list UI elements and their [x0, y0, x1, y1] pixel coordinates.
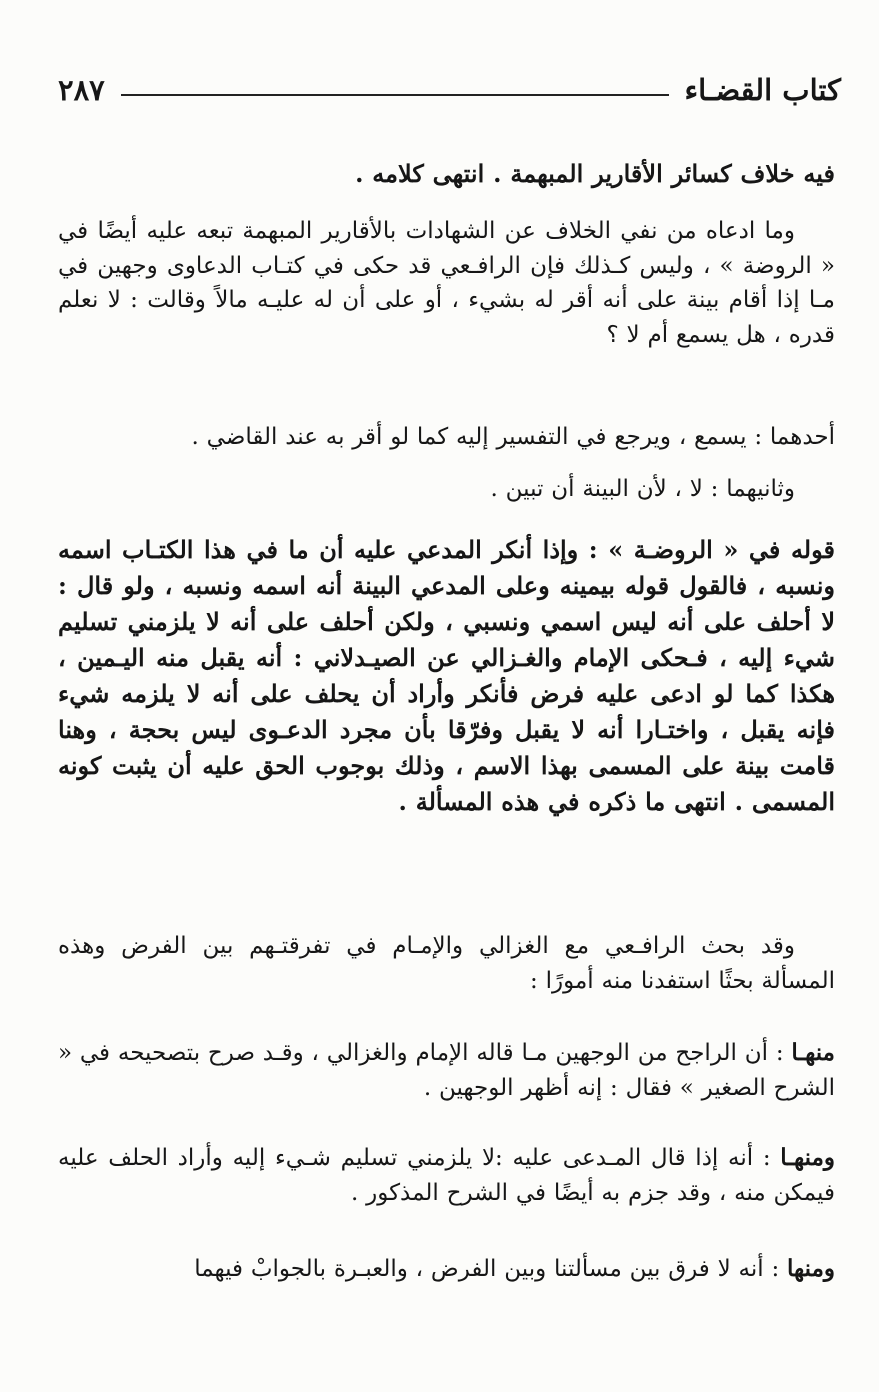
- paragraph-8-text: : أنه لا فرق بين مسألتنا وبين الفرض ، والعبـرة بالجوابْ فيهما: [194, 1256, 788, 1282]
- paragraph-5-text: وقد بحث الرافـعي مع الغزالي والإمـام في تفرقتـهم بين الفرض وهذه المسألة بحثًا استفدنا منه أمورًا :: [58, 933, 835, 994]
- paragraph-7-text: : أنه إذا قال المـدعى عليه :لا يلزمني تسليم شـيء إليه وأراد الحلف عليه فيمكن منه ، وقد جزم به أيضًا في الشرح المذكور .: [58, 1145, 835, 1206]
- paragraph-7: [58, 1141, 835, 1210]
- paragraph-2-text: أحدهما : يسمع ، ويرجع في التفسير إليه كما لو أقر به عند القاضي .: [191, 424, 835, 450]
- paragraph-1-text: وما ادعاه من نفي الخلاف عن الشهادات بالأقارير المبهمة تبعه عليه أيضًا في « الروضة » ، وليس كـذلك فإن الرافـعي قد حكى في كتـاب الدعاوى وجهين في مـا إذا أقام بينة على أنه أقر له بشيء ، أو على أن له عليـه مالاً وقالت : لا نعلم قدره ، هل يسمع أم لا ؟: [58, 218, 835, 348]
- page-number: ٢٨٧: [58, 72, 105, 107]
- running-title: كتاب القضـاء: [684, 72, 841, 107]
- paragraph-4: [58, 532, 835, 820]
- paragraph-1: [58, 214, 835, 352]
- paragraph-6-label: منهـا: [791, 1039, 835, 1066]
- paragraph-7-label: ومنهـا: [780, 1144, 835, 1171]
- page-header: [58, 66, 841, 114]
- paragraph-2: [58, 420, 835, 455]
- paragraph-0: [58, 156, 835, 192]
- paragraph-4-text: قوله في « الروضـة » : وإذا أنكر المدعي عليه أن ما في هذا الكتـاب اسمه ونسبه ، فالقول قوله بيمينه وعلى المدعي البينة أنه اسمه ونسبه ، ولو قال : لا أحلف على أنه ليس اسمي ونسبي ، ولكن أحلف على أنه لا يلزمني تسليم شيء إليه ، فـحكى الإمام والغـزالي عن الصيـدلاني : أنه يقبل منه اليـمين ، هكذا كما لو ادعى عليه فرض فأنكر وأراد أن يحلف على أنه لا يلزمه شيء فإنه يقبل ، واختـارا أنه لا يقبل وفرّقا بأن مجرد الدعـوى ليس بحجة ، وهنا قامت بينة على المسمى بهذا الاسم ، وذلك بوجوب الحق عليه أن يثبت كونه المسمى . انتهى ما ذكره في هذه المسألة .: [58, 535, 836, 816]
- paragraph-3-text: وثانيهما : لا ، لأن البينة أن تبين .: [490, 476, 795, 502]
- paragraph-0-text: فيه خلاف كسائر الأقارير المبهمة . انتهى كلامه .: [355, 159, 835, 188]
- paragraph-6: [58, 1036, 835, 1105]
- paragraph-5: [58, 929, 835, 998]
- header-rule: [121, 94, 669, 96]
- paragraph-8-label: ومنها: [787, 1255, 835, 1282]
- paragraph-6-text: : أن الراجح من الوجهين مـا قاله الإمام والغزالي ، وقـد صرح بتصحيحه في « الشرح الصغير » فقال : إنه أظهر الوجهين .: [58, 1040, 835, 1101]
- paragraph-8: [58, 1252, 835, 1287]
- paragraph-3: [58, 472, 835, 507]
